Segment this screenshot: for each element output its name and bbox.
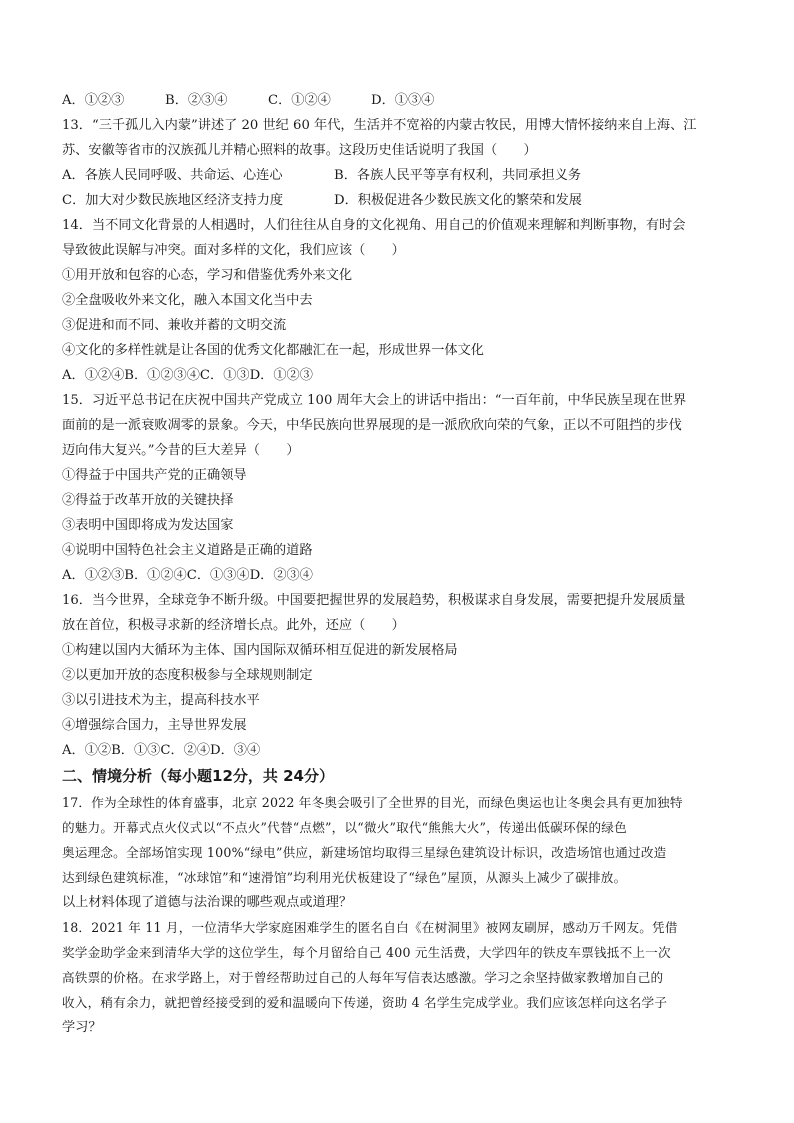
q12-option-b[interactable]: B．②③④	[165, 93, 228, 108]
q17-material-line: 奥运理念。全部场馆实现 100%“绿电”供应，新建场馆均取得三星绿色建筑设计标识，改造场馆也通过改造	[62, 845, 667, 860]
q16-item: ①构建以国内大循环为主体、国内国际双循环相互促进的新发展格局	[62, 643, 458, 658]
q16-stem-line: 放在首位，积极寻求新的经济增长点。此外，还应（ ）	[62, 618, 405, 633]
q18-material-line: 高铁票的价格。在求学路上，对于曾经帮助过自己的人每年写信表达感激。学习之余坚持做家教增加自己的	[62, 970, 664, 985]
q17-material-line: 达到绿色建筑标准，“冰球馆”和“速滑馆”均利用光伏板建设了“绿色”屋顶，从源头上减少了碳排放。	[62, 870, 627, 885]
section-title: 二、情境分析（每小题12分，共 24分）	[62, 767, 334, 785]
q12-option-d[interactable]: D．①③④	[371, 93, 435, 108]
q14-options	[62, 363, 738, 388]
q16-option-c[interactable]: C．②④	[160, 743, 211, 758]
q14-option-d[interactable]: D．①②③	[249, 368, 313, 383]
q18-question: 学习？	[62, 1020, 102, 1035]
question-13	[62, 113, 738, 213]
q15-item: ①得益于中国共产党的正确领导	[62, 468, 247, 483]
q16-item: ④增强综合国力，主导世界发展	[62, 718, 247, 733]
q15-option-c[interactable]: C．①③④	[186, 568, 250, 583]
q18-material-line: 收入，稍有余力，就把曾经接受到的爱和温暖向下传递，资助 4 名学生完成学业。我们应该怎样向这名学子	[62, 995, 668, 1010]
question-18	[62, 915, 738, 1040]
q16-option-b[interactable]: B．①③	[111, 743, 161, 758]
q14-option-c[interactable]: C．①③	[199, 368, 250, 383]
q16-item: ③以引进技术为主，提高科技水平	[62, 693, 260, 708]
q15-stem-line: 15．习近平总书记在庆祝中国共产党成立 100 周年大会上的讲话中指出：“一百年前，中华民族呈现在世界	[62, 393, 687, 408]
q15-item: ④说明中国特色社会主义道路是正确的道路	[62, 543, 313, 558]
q15-option-a[interactable]: A．①②③	[62, 568, 125, 583]
q14-item: ①用开放和包容的心态，学习和借鉴优秀外来文化	[62, 268, 353, 283]
q13-stem-line: 13．“三千孤儿入内蒙”讲述了 20 世纪 60 年代，生活并不宽裕的内蒙古牧民，用博大情怀接纳来自上海、江	[62, 118, 697, 133]
q15-option-d[interactable]: D．②③④	[249, 568, 313, 583]
question-15	[62, 388, 738, 588]
q12-option-c[interactable]: C．①②④	[268, 93, 331, 108]
q16-option-a[interactable]: A．①②	[62, 743, 112, 758]
q15-options	[62, 563, 738, 588]
q18-material-line: 18．2021 年 11 月，一位清华大学家庭困难学生的匿名自白《在树洞里》被网友刷屏，感动万千网友。凭借	[62, 920, 678, 935]
question-17	[62, 790, 738, 915]
q15-item: ②得益于改革开放的关键抉择	[62, 493, 234, 508]
q14-item: ④文化的多样性就是让各国的优秀文化都融汇在一起，形成世界一体文化	[62, 343, 484, 358]
q14-item: ②全盘吸收外来文化，融入本国文化当中去	[62, 293, 313, 308]
q17-material-line: 17．作为全球性的体育盛事，北京 2022 年冬奥会吸引了全世界的目光，而绿色奥运也让冬奥会具有更加独特	[62, 795, 683, 810]
q13-option-c[interactable]: C．加大对少数民族地区经济支持力度	[62, 193, 284, 208]
q14-option-a[interactable]: A．①②④	[62, 368, 125, 383]
exam-page	[62, 88, 738, 1040]
q17-question: 以上材料体现了道德与法治课的哪些观点或道理？	[62, 895, 353, 910]
q15-stem-line: 面前的是一派衰败凋零的景象。今天，中华民族向世界展现的是一派欣欣向荣的气象，正以不可阻挡的步伐	[62, 418, 682, 433]
q14-stem-line: 14．当不同文化背景的人相遇时，人们往往从自身的文化视角、用自己的价值观来理解和判断事物，有时会	[62, 218, 686, 233]
q14-item: ③促进和而不同、兼收并蓄的文明交流	[62, 318, 287, 333]
question-16	[62, 588, 738, 763]
q17-material-line: 的魅力。开幕式点火仪式以“不点火”代替“点燃”，以“微火”取代“熊熊大火”，传递出低碳环保的绿色	[62, 820, 627, 835]
q14-option-b[interactable]: B．①②③④	[124, 368, 200, 383]
q13-option-b[interactable]: B．各族人民平等享有权利，共同承担义务	[334, 168, 582, 183]
q16-option-d[interactable]: D．③④	[210, 743, 261, 758]
q16-options	[62, 738, 738, 763]
q12-options	[62, 88, 738, 113]
q13-stem-line: 苏、安徽等省市的汉族孤儿并精心照料的故事。这段历史佳话说明了我国（ ）	[62, 143, 537, 158]
question-14	[62, 213, 738, 388]
q15-option-b[interactable]: B．①②④	[124, 568, 187, 583]
q13-option-d[interactable]: D．积极促进各少数民族文化的繁荣和发展	[334, 193, 582, 208]
q15-stem-line: 迈向伟大复兴。”今昔的巨大差异（ ）	[62, 443, 300, 458]
q13-option-a[interactable]: A．各族人民同呼吸、共命运、心连心	[62, 168, 283, 183]
q18-material-line: 奖学金助学金来到清华大学的这位学生，每个月留给自己 400 元生活费，大学四年的铁皮车票钱抵不上一次	[62, 945, 671, 960]
q16-item: ②以更加开放的态度积极参与全球规则制定	[62, 668, 313, 683]
q15-item: ③表明中国即将成为发达国家	[62, 518, 234, 533]
q16-stem-line: 16．当今世界，全球竞争不断升级。中国要把握世界的发展趋势，积极谋求自身发展，需要把提升发展质量	[62, 593, 686, 608]
q12-option-a[interactable]: A．①②③	[62, 93, 125, 108]
q14-stem-line: 导致彼此误解与冲突。面对多样的文化，我们应该（ ）	[62, 243, 405, 258]
